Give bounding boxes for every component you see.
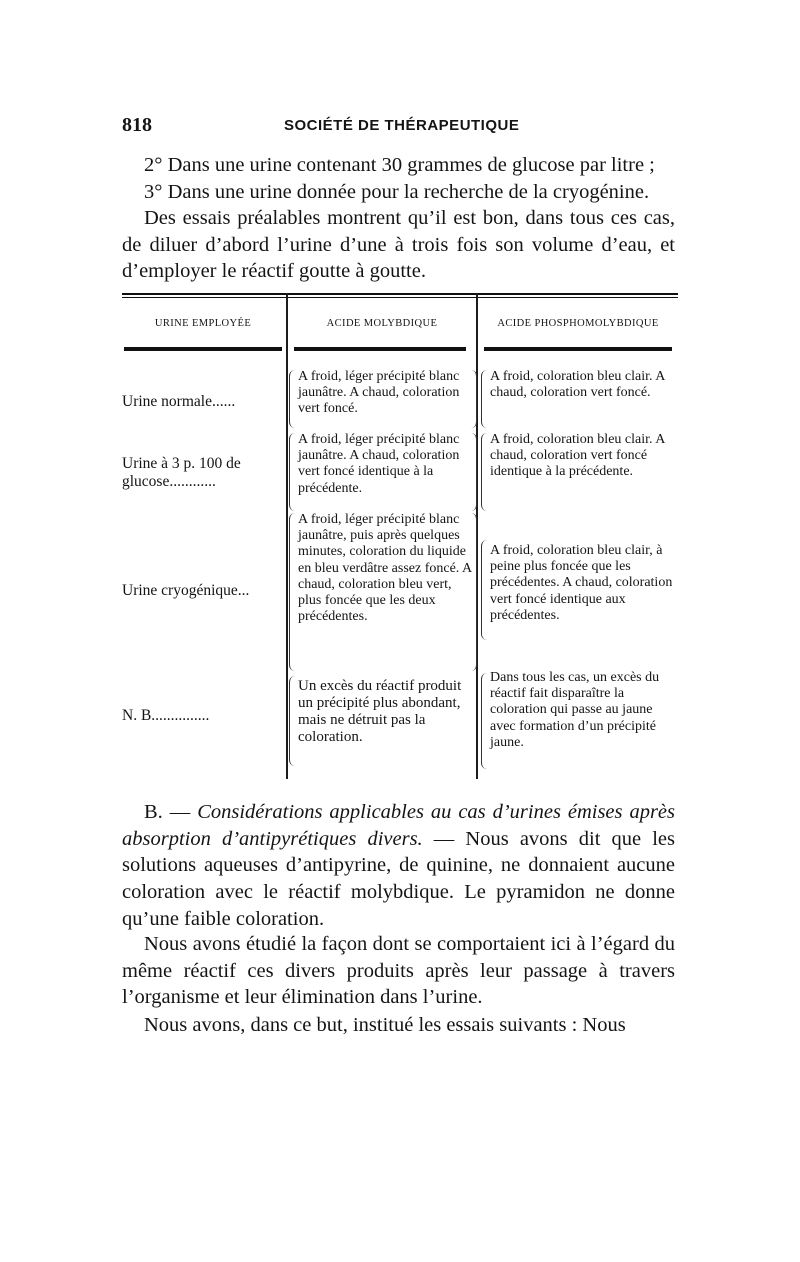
brace <box>481 433 488 511</box>
brace <box>289 676 296 766</box>
row-label-nb: N. B............... <box>122 707 210 724</box>
running-title: SOCIÉTÉ DE THÉRAPEUTIQUE <box>284 117 520 134</box>
header-underline-1 <box>124 347 282 351</box>
brace <box>470 433 477 511</box>
section-b-paragraph-2: Nous avons étudié la façon dont se comportaient ici à l’égard du même réactif ces divers produits après leur passage à travers l’organisme et leur élimination dans l’urine. <box>122 933 675 1009</box>
cell-phospho-nb: Dans tous les cas, un excès du réactif fait disparaître la coloration qui passe au jaune avec formation d’un précipité jaune. <box>490 670 660 750</box>
cell-molybdique-glucose: A froid, léger précipité blanc jaunâtre. A chaud, coloration vert foncé identique à la précédente. <box>298 432 460 496</box>
brace <box>289 433 296 511</box>
column-divider-1 <box>286 293 288 779</box>
brace <box>481 370 488 428</box>
section-b-paragraph-3: Nous avons, dans ce but, institué les essais suivants : Nous <box>144 1014 626 1036</box>
cell-molybdique-cryogenique: A froid, léger précipité blanc jaunâtre, puis après quelques minutes, coloration du liquide en bleu verdâtre assez foncé. A chaud, coloration bleu vert, plus foncée que les deux précédentes. <box>298 512 472 625</box>
table-top-rule-thin <box>122 297 678 298</box>
cell-molybdique-nb: Un excès du réactif produit un précipité plus abondant, mais ne détruit pas la coloration. <box>298 678 462 745</box>
intro-paragraph: Des essais préalables montrent qu’il est bon, dans tous ces cas, de diluer d’abord l’urine d’une à trois fois son volume d’eau, et d’employer le réactif goutte à goutte. <box>122 207 675 283</box>
section-b-paragraph <box>122 799 676 930</box>
cell-phospho-normale: A froid, coloration bleu clair. A chaud, coloration vert foncé. <box>490 369 665 401</box>
header-acide-molybdique: ACIDE MOLYBDIQUE <box>326 318 438 329</box>
brace <box>289 370 296 428</box>
table-top-rule <box>122 293 678 295</box>
section-b-title: Considérations applicables au cas d’urines émises après absorption d’antipyrétiques divers. <box>122 801 676 850</box>
brace <box>289 513 296 671</box>
section-b-lead: B. — <box>144 801 191 823</box>
brace <box>481 540 488 640</box>
header-urine-employee: URINE EMPLOYÉE <box>154 318 252 329</box>
header-underline-3 <box>484 347 672 351</box>
row-label-urine-normale: Urine normale...... <box>122 393 236 410</box>
intro-item-2: 2° Dans une urine contenant 30 grammes de glucose par litre ; <box>144 154 655 176</box>
header-underline-2 <box>294 347 466 351</box>
cell-phospho-cryogenique: A froid, coloration bleu clair, à peine plus foncée que les précédentes. A chaud, coloration vert foncé identique aux précédentes. <box>490 543 673 623</box>
intro-item-3: 3° Dans une urine donnée pour la recherche de la cryogénine. <box>144 181 650 203</box>
section-b-text: — Nous avons dit que les solutions aqueuses d’antipyrine, de quinine, ne donnaient aucune coloration avec le réactif molybdique. Le pyramidon ne donne qu’une faible coloration. <box>122 827 676 930</box>
header-acide-phosphomolybdique: ACIDE PHOSPHOMOLYBDIQUE <box>497 318 659 329</box>
row-label-urine-glucose: Urine à 3 p. 100 de glucose............ <box>122 455 241 490</box>
brace <box>481 673 488 769</box>
page-header <box>122 114 682 138</box>
cell-phospho-glucose: A froid, coloration bleu clair. A chaud, coloration vert foncé identique à la précédente. <box>490 432 665 480</box>
cell-molybdique-normale: A froid, léger précipité blanc jaunâtre. A chaud, coloration vert foncé. <box>298 369 460 417</box>
brace <box>470 370 477 428</box>
page-number: 818 <box>122 114 152 136</box>
row-label-urine-cryogenique: Urine cryogénique... <box>122 582 250 599</box>
brace <box>470 513 477 671</box>
